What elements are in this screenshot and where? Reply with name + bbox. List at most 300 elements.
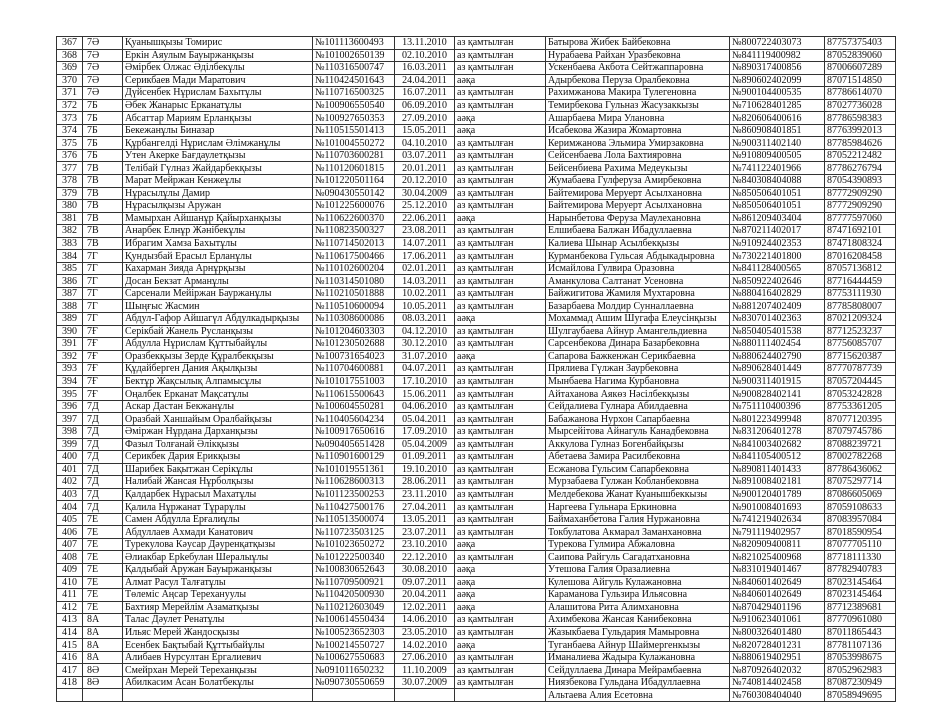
- cell-phone: 87023145464: [825, 576, 896, 589]
- cell-student-id: №110723503125: [313, 526, 395, 539]
- cell-row-number: 416: [57, 651, 83, 664]
- cell-row-number: 404: [57, 501, 83, 514]
- cell-phone: 87770787739: [825, 363, 896, 376]
- table-row: [57, 49, 896, 62]
- cell-phone: 87770961080: [825, 614, 896, 627]
- cell-status: аз қамтылған: [455, 676, 546, 689]
- cell-phone: 87786614070: [825, 87, 896, 100]
- cell-status: аз қамтылған: [455, 225, 546, 238]
- cell-parent-name: Турекова Гулмира Абжаловна: [546, 538, 730, 551]
- cell-parent-id: №820606400616: [730, 112, 825, 125]
- table-row: [57, 212, 896, 225]
- cell-status: аәқа: [455, 212, 546, 225]
- cell-status: аз қамтылған: [455, 526, 546, 539]
- cell-student-name: Құрбангелді Нұрислам Әлімжанұлы: [123, 137, 313, 150]
- cell-phone: 87785808007: [825, 300, 896, 313]
- cell-parent-name: Курманбекова Гульсая Абдыкадыровна: [546, 250, 730, 263]
- table-row: [57, 375, 896, 388]
- cell-student-name: Қалила Нұржанат Тұрарұлы: [123, 501, 313, 514]
- cell-phone: 87753111930: [825, 287, 896, 300]
- cell-student-name: Аскар Дастан Бекжанұлы: [123, 400, 313, 413]
- cell-student-id: №101204603303: [313, 325, 395, 338]
- cell-status: аз қамтылған: [455, 325, 546, 338]
- cell-student-id: №110102600204: [313, 262, 395, 275]
- cell-phone: 87058949695: [825, 689, 896, 702]
- cell-phone: 87763992013: [825, 124, 896, 137]
- cell-birth-date: 15.05.2011: [395, 124, 455, 137]
- cell-student-id: №101002650139: [313, 49, 395, 62]
- cell-birth-date: 16.07.2011: [395, 87, 455, 100]
- cell-parent-id: №791119402957: [730, 526, 825, 539]
- cell-status: аәқа: [455, 112, 546, 125]
- cell-birth-date: 19.10.2010: [395, 463, 455, 476]
- cell-student-id: №110703600281: [313, 149, 395, 162]
- cell-student-name: Абдулла Нұрислам Құттыбайұлы: [123, 338, 313, 351]
- cell-row-number: 403: [57, 488, 83, 501]
- cell-parent-name: Керимжанова Эльмира Умирзаковна: [546, 137, 730, 150]
- cell-student-name: Бектұр Жақсылық Алпамысұлы: [123, 375, 313, 388]
- cell-status: аз қамтылған: [455, 162, 546, 175]
- cell-birth-date: 27.09.2010: [395, 112, 455, 125]
- cell-birth-date: 27.06.2010: [395, 651, 455, 664]
- table-row: [57, 262, 896, 275]
- cell-parent-id: №870926402032: [730, 664, 825, 677]
- cell-row-number: 382: [57, 225, 83, 238]
- cell-row-number: 409: [57, 563, 83, 576]
- cell-status: аз қамтылған: [455, 425, 546, 438]
- cell-student-name: Серікбай Жанель Русланқызы: [123, 325, 313, 338]
- cell-phone: 87088239721: [825, 438, 896, 451]
- cell-status: аәқа: [455, 124, 546, 137]
- cell-parent-name: Темирбекова Гульназ Жасузаккызы: [546, 99, 730, 112]
- table-row: [57, 149, 896, 162]
- cell-class: 7Б: [83, 99, 123, 112]
- cell-parent-name: Караманова Гульзира Ильясовна: [546, 589, 730, 602]
- cell-phone: 87057204445: [825, 375, 896, 388]
- cell-class: 8Ә: [83, 664, 123, 677]
- cell-birth-date: 17.06.2011: [395, 250, 455, 263]
- cell-parent-id: №860908401851: [730, 124, 825, 137]
- cell-row-number: 389: [57, 313, 83, 326]
- cell-birth-date: 04.12.2010: [395, 325, 455, 338]
- cell-phone: 87772909290: [825, 200, 896, 213]
- cell-row-number: 386: [57, 275, 83, 288]
- cell-row-number: 411: [57, 589, 83, 602]
- cell-student-id: №100927650353: [313, 112, 395, 125]
- cell-phone: 87782940783: [825, 563, 896, 576]
- cell-parent-id: №901008401693: [730, 501, 825, 514]
- cell-phone: 87471692101: [825, 225, 896, 238]
- cell-parent-name: Утешова Галия Оразалиевна: [546, 563, 730, 576]
- cell-class: 7Д: [83, 400, 123, 413]
- cell-student-name: Турекулова Кәусар Дәуренқатқызы: [123, 538, 313, 551]
- cell-parent-name: Калиева Шынар Асылбекқызы: [546, 237, 730, 250]
- cell-parent-id: №880416402829: [730, 287, 825, 300]
- cell-row-number: 370: [57, 74, 83, 87]
- cell-birth-date: 23.08.2011: [395, 225, 455, 238]
- cell-parent-id: №910623401061: [730, 614, 825, 627]
- cell-birth-date: 04.06.2010: [395, 400, 455, 413]
- cell-row-number: 405: [57, 513, 83, 526]
- cell-student-id: №100731654023: [313, 350, 395, 363]
- cell-birth-date: 05.04.2011: [395, 413, 455, 426]
- cell-row-number: 414: [57, 626, 83, 639]
- cell-class: 7Е: [83, 538, 123, 551]
- cell-class: 7Г: [83, 287, 123, 300]
- cell-phone: 87077705110: [825, 538, 896, 551]
- cell-parent-name: Елшибаева Балжан Ибадуллаевна: [546, 225, 730, 238]
- cell-parent-id: №841128400565: [730, 262, 825, 275]
- cell-parent-id: №840308404088: [730, 175, 825, 188]
- cell-student-id: №110308600086: [313, 313, 395, 326]
- cell-student-name: Әміржан Нұрдана Дарханқызы: [123, 425, 313, 438]
- cell-parent-name: Адырбекова Перуза Оралбековна: [546, 74, 730, 87]
- cell-birth-date: 23.05.2010: [395, 626, 455, 639]
- cell-student-id: №110716500325: [313, 87, 395, 100]
- cell-parent-id: №710628401285: [730, 99, 825, 112]
- cell-student-id: №101113600493: [313, 37, 395, 50]
- cell-phone: 87786598383: [825, 112, 896, 125]
- cell-class: 7Ғ: [83, 338, 123, 351]
- cell-class: 7Ә: [83, 37, 123, 50]
- cell-status: аәқа: [455, 589, 546, 602]
- cell-student-name: Абдул-Гафор Айшагүл Абдулкадырқызы: [123, 313, 313, 326]
- cell-student-id: №110515501413: [313, 124, 395, 137]
- cell-row-number: 407: [57, 538, 83, 551]
- cell-birth-date: 27.04.2011: [395, 501, 455, 514]
- cell-parent-name: Сейсенбаева Лола Бахтияровна: [546, 149, 730, 162]
- cell-parent-id: №890811401433: [730, 463, 825, 476]
- table-row: [57, 664, 896, 677]
- table-row: [57, 614, 896, 627]
- cell-birth-date: 23.10.2010: [395, 538, 455, 551]
- cell-parent-name: Саипова Райгуль Сагадатхановна: [546, 551, 730, 564]
- table-row: [57, 513, 896, 526]
- cell-class: 7Г: [83, 313, 123, 326]
- cell-student-id: №100214550727: [313, 639, 395, 652]
- cell-parent-id: №840601402649: [730, 589, 825, 602]
- cell-row-number: 384: [57, 250, 83, 263]
- cell-student-name: Әбек Жанарыс Ерканатұлы: [123, 99, 313, 112]
- cell-parent-name: Альтаева Алия Есетовна: [546, 689, 730, 702]
- cell-class: 7В: [83, 175, 123, 188]
- cell-status: аәқа: [455, 313, 546, 326]
- cell-parent-id: №900120401789: [730, 488, 825, 501]
- cell-student-name: Еркін Аяулым Бауыржанқызы: [123, 49, 313, 62]
- cell-parent-id: №880619402951: [730, 651, 825, 664]
- table-row: [57, 576, 896, 589]
- cell-parent-id: №880624402790: [730, 350, 825, 363]
- table-row: [57, 175, 896, 188]
- cell-row-number: 410: [57, 576, 83, 589]
- cell-parent-name: Айтаханова Аякөз Нәсілбекқызы: [546, 388, 730, 401]
- table-row: [57, 137, 896, 150]
- cell-parent-id: №900828402141: [730, 388, 825, 401]
- cell-birth-date: 31.07.2010: [395, 350, 455, 363]
- cell-phone: 87075297714: [825, 476, 896, 489]
- cell-status: аз қамтылған: [455, 626, 546, 639]
- cell-class: 7Ә: [83, 62, 123, 75]
- cell-status: аәқа: [455, 563, 546, 576]
- cell-parent-name: Сарсенбекова Динара Базарбековна: [546, 338, 730, 351]
- cell-parent-name: Жумабаева Гулферуза Амирбековна: [546, 175, 730, 188]
- cell-parent-id: №861209403404: [730, 212, 825, 225]
- table-row: [57, 124, 896, 137]
- cell-parent-name: Сейдуллаева Динара Мейрамбаевна: [546, 664, 730, 677]
- cell-phone: 87716444459: [825, 275, 896, 288]
- cell-student-id: №101004550272: [313, 137, 395, 150]
- cell-phone: 87053998675: [825, 651, 896, 664]
- cell-row-number: 390: [57, 325, 83, 338]
- cell-class: 8Ә: [83, 676, 123, 689]
- cell-phone: 87786276794: [825, 162, 896, 175]
- cell-parent-name: Рахимжанова Макира Тулегеновна: [546, 87, 730, 100]
- cell-parent-name: Базарбаева Молдир Сунналлаевна: [546, 300, 730, 313]
- cell-parent-id: №891008402181: [730, 476, 825, 489]
- cell-student-id: №110420500930: [313, 589, 395, 602]
- cell-parent-name: Ашарбаева Мира Улановна: [546, 112, 730, 125]
- cell-birth-date: 11.10.2009: [395, 664, 455, 677]
- cell-student-name: Әлиакбар Ерkебулан Шералыұлы: [123, 551, 313, 564]
- cell-student-name: Бекежанұлы Биназар: [123, 124, 313, 137]
- cell-status: аз қамтылған: [455, 375, 546, 388]
- cell-row-number: 372: [57, 99, 83, 112]
- table-row: [57, 225, 896, 238]
- cell-parent-id: №870429401196: [730, 601, 825, 614]
- cell-row-number: 401: [57, 463, 83, 476]
- cell-phone: 87772909290: [825, 187, 896, 200]
- cell-phone: 87781107136: [825, 639, 896, 652]
- cell-status: аз қамтылған: [455, 175, 546, 188]
- cell-birth-date: 13.05.2011: [395, 513, 455, 526]
- table-row: [57, 413, 896, 426]
- cell-status: аз қамтылған: [455, 476, 546, 489]
- table-row: [57, 162, 896, 175]
- cell-birth-date: 02.10.2010: [395, 49, 455, 62]
- cell-row-number: 417: [57, 664, 83, 677]
- cell-student-id: №090430550142: [313, 187, 395, 200]
- cell-row-number: 415: [57, 639, 83, 652]
- table-row: [57, 300, 896, 313]
- cell-status: аз қамтылған: [455, 237, 546, 250]
- cell-student-id: №110622600370: [313, 212, 395, 225]
- table-row: [57, 551, 896, 564]
- cell-birth-date: 22.06.2011: [395, 212, 455, 225]
- table-row: [57, 313, 896, 326]
- cell-student-id: №100614550434: [313, 614, 395, 627]
- cell-status: аз қамтылған: [455, 99, 546, 112]
- table-row: [57, 187, 896, 200]
- cell-student-name: Нұрасылқызы Аружан: [123, 200, 313, 213]
- cell-status: аз қамтылған: [455, 413, 546, 426]
- cell-row-number: 418: [57, 676, 83, 689]
- cell-student-name: Оразбекқызы Зерде Құралбекқызы: [123, 350, 313, 363]
- cell-student-name: Оңалбек Ерканат Мақсатұлы: [123, 388, 313, 401]
- cell-student-id: №100830652643: [313, 563, 395, 576]
- cell-parent-name: Токбулатова Акмарал Заманхановна: [546, 526, 730, 539]
- cell-student-name: Смейрхан Мерей Тереханқызы: [123, 664, 313, 677]
- table-row: [57, 74, 896, 87]
- cell-parent-name: Аманкулова Салтанат Усеновна: [546, 275, 730, 288]
- cell-row-number: 376: [57, 149, 83, 162]
- cell-status: аз қамтылған: [455, 488, 546, 501]
- cell-parent-name: Бейсенбиева Рахима Медеукызы: [546, 162, 730, 175]
- cell-class: 8А: [83, 614, 123, 627]
- cell-parent-name: Есжанова Гульсим Сапарбековна: [546, 463, 730, 476]
- cell-parent-id: №900311401915: [730, 375, 825, 388]
- table-row: [57, 200, 896, 213]
- cell-student-name: Бахтияр Мерейлім Азаматқызы: [123, 601, 313, 614]
- cell-student-name: Қалдарбек Нұрасыл Махатұлы: [123, 488, 313, 501]
- cell-student-name: Серикбек Дария Ерикқызы: [123, 451, 313, 464]
- cell-student-name: Абилкасим Асан Болатбекұлы: [123, 676, 313, 689]
- cell-student-id: №110823500327: [313, 225, 395, 238]
- cell-parent-id: №890628401449: [730, 363, 825, 376]
- cell-phone: 87785984626: [825, 137, 896, 150]
- cell-class: 7Е: [83, 601, 123, 614]
- cell-status: аз қамтылған: [455, 137, 546, 150]
- cell-status: аз қамтылған: [455, 37, 546, 50]
- cell-student-id: №100917650616: [313, 425, 395, 438]
- cell-birth-date: 05.04.2009: [395, 438, 455, 451]
- cell-phone: 87016208458: [825, 250, 896, 263]
- cell-student-name: Әмірбек Олжас Әділбекұлы: [123, 62, 313, 75]
- cell-class: 7Г: [83, 262, 123, 275]
- cell-row-number: 367: [57, 37, 83, 50]
- cell-birth-date: 10.02.2011: [395, 287, 455, 300]
- cell-parent-id: №760308404040: [730, 689, 825, 702]
- cell-birth-date: 20.01.2011: [395, 162, 455, 175]
- cell-parent-id: №831019401467: [730, 563, 825, 576]
- cell-student-name: Есенбек Бақтыбай Құттыбайұлы: [123, 639, 313, 652]
- cell-row-number: 374: [57, 124, 83, 137]
- cell-student-id: №101225600076: [313, 200, 395, 213]
- cell-phone: 87057136812: [825, 262, 896, 275]
- cell-student-id: №100604550281: [313, 400, 395, 413]
- cell-row-number: 383: [57, 237, 83, 250]
- cell-class: 7Ғ: [83, 363, 123, 376]
- cell-class: 7Е: [83, 563, 123, 576]
- cell-parent-id: №751110400396: [730, 400, 825, 413]
- cell-birth-date: 14.03.2011: [395, 275, 455, 288]
- cell-birth-date: 02.01.2011: [395, 262, 455, 275]
- cell-row-number: 371: [57, 87, 83, 100]
- cell-parent-name: Кулешова Айгуль Кулажановна: [546, 576, 730, 589]
- table-row: [57, 651, 896, 664]
- cell-parent-id: №830701402363: [730, 313, 825, 326]
- table-row: [57, 87, 896, 100]
- cell-class: 7В: [83, 225, 123, 238]
- cell-birth-date: 03.07.2011: [395, 149, 455, 162]
- cell-birth-date: 14.02.2010: [395, 639, 455, 652]
- cell-phone: 87011865443: [825, 626, 896, 639]
- cell-student-id: №101019551361: [313, 463, 395, 476]
- table-row: [57, 363, 896, 376]
- cell-status: аәқа: [455, 601, 546, 614]
- cell-birth-date: 20.04.2011: [395, 589, 455, 602]
- cell-parent-id: №801223499948: [730, 413, 825, 426]
- cell-parent-id: №910809400505: [730, 149, 825, 162]
- cell-student-id: №090730550659: [313, 676, 395, 689]
- cell-student-id: №091011650232: [313, 664, 395, 677]
- table-row: [57, 112, 896, 125]
- cell-parent-name: Ахимбекова Жансая Канибековна: [546, 614, 730, 627]
- cell-phone: 87021209324: [825, 313, 896, 326]
- cell-phone: 87071514850: [825, 74, 896, 87]
- cell-parent-id: №890602402099: [730, 74, 825, 87]
- cell-birth-date: 14.07.2011: [395, 237, 455, 250]
- cell-student-name: Талас Дәулет Ренатұлы: [123, 614, 313, 627]
- cell-class: 7Ғ: [83, 388, 123, 401]
- cell-student-name: Қундызбай Ерасыл Ерланұлы: [123, 250, 313, 263]
- cell-row-number: 395: [57, 388, 83, 401]
- cell-birth-date: 14.06.2010: [395, 614, 455, 627]
- table-row: [57, 451, 896, 464]
- table-body: [57, 37, 896, 702]
- table-row: [57, 601, 896, 614]
- cell-parent-name: Байтемирова Меруерт Асылхановна: [546, 200, 730, 213]
- cell-birth-date: 22.12.2010: [395, 551, 455, 564]
- cell-parent-id: №900104400535: [730, 87, 825, 100]
- cell-parent-name: Прялиева Гүлжан Заурбековна: [546, 363, 730, 376]
- cell-parent-name: Батырова Жибек Байбековна: [546, 37, 730, 50]
- cell-phone: 87757375403: [825, 37, 896, 50]
- cell-parent-name: Нарынбетова Феруза Маулехановна: [546, 212, 730, 225]
- cell-student-name: Налибай Жансая Нұрболқызы: [123, 476, 313, 489]
- cell-parent-id: №850506401051: [730, 187, 825, 200]
- cell-birth-date: 17.10.2010: [395, 375, 455, 388]
- cell-birth-date: 23.11.2010: [395, 488, 455, 501]
- cell-row-number: 394: [57, 375, 83, 388]
- cell-student-id: №101220501164: [313, 175, 395, 188]
- cell-class: 7Д: [83, 425, 123, 438]
- table-row: [57, 425, 896, 438]
- cell-birth-date: 17.09.2010: [395, 425, 455, 438]
- table-row: [57, 388, 896, 401]
- cell-class: 7Е: [83, 526, 123, 539]
- cell-student-id: №101222500340: [313, 551, 395, 564]
- cell-status: аәқа: [455, 350, 546, 363]
- cell-phone: 87059108633: [825, 501, 896, 514]
- cell-phone: 87086605069: [825, 488, 896, 501]
- cell-class: 7Е: [83, 551, 123, 564]
- cell-class: 7Д: [83, 451, 123, 464]
- cell-student-id: №090405651428: [313, 438, 395, 451]
- cell-student-id: №110709500921: [313, 576, 395, 589]
- cell-row-number: 369: [57, 62, 83, 75]
- cell-student-id: №110704600881: [313, 363, 395, 376]
- cell-parent-name: Нурабаева Райхан Уразбековна: [546, 49, 730, 62]
- cell-parent-name: Баймаханбетова Галия Нуржановна: [546, 513, 730, 526]
- cell-class: 7Д: [83, 488, 123, 501]
- cell-parent-id: №850405401538: [730, 325, 825, 338]
- cell-student-name: Дүйсенбек Нұрислам Бахытұлы: [123, 87, 313, 100]
- cell-student-id: №100523652303: [313, 626, 395, 639]
- table-row: [57, 626, 896, 639]
- cell-row-number: 368: [57, 49, 83, 62]
- cell-class: 7Ғ: [83, 375, 123, 388]
- cell-status: аз қамтылған: [455, 338, 546, 351]
- cell-student-name: Фазыл Толғанай Әлікқызы: [123, 438, 313, 451]
- cell-student-name: Нұрасылұлы Дамир: [123, 187, 313, 200]
- cell-student-id: №110628600313: [313, 476, 395, 489]
- cell-parent-id: №841105400512: [730, 451, 825, 464]
- cell-student-name: Ибрагим Хамза Бахытұлы: [123, 237, 313, 250]
- cell-class: 7Г: [83, 250, 123, 263]
- cell-class: 7В: [83, 187, 123, 200]
- cell-parent-id: №741122401966: [730, 162, 825, 175]
- cell-student-name: Оразбай Ханшайым Оралбайқызы: [123, 413, 313, 426]
